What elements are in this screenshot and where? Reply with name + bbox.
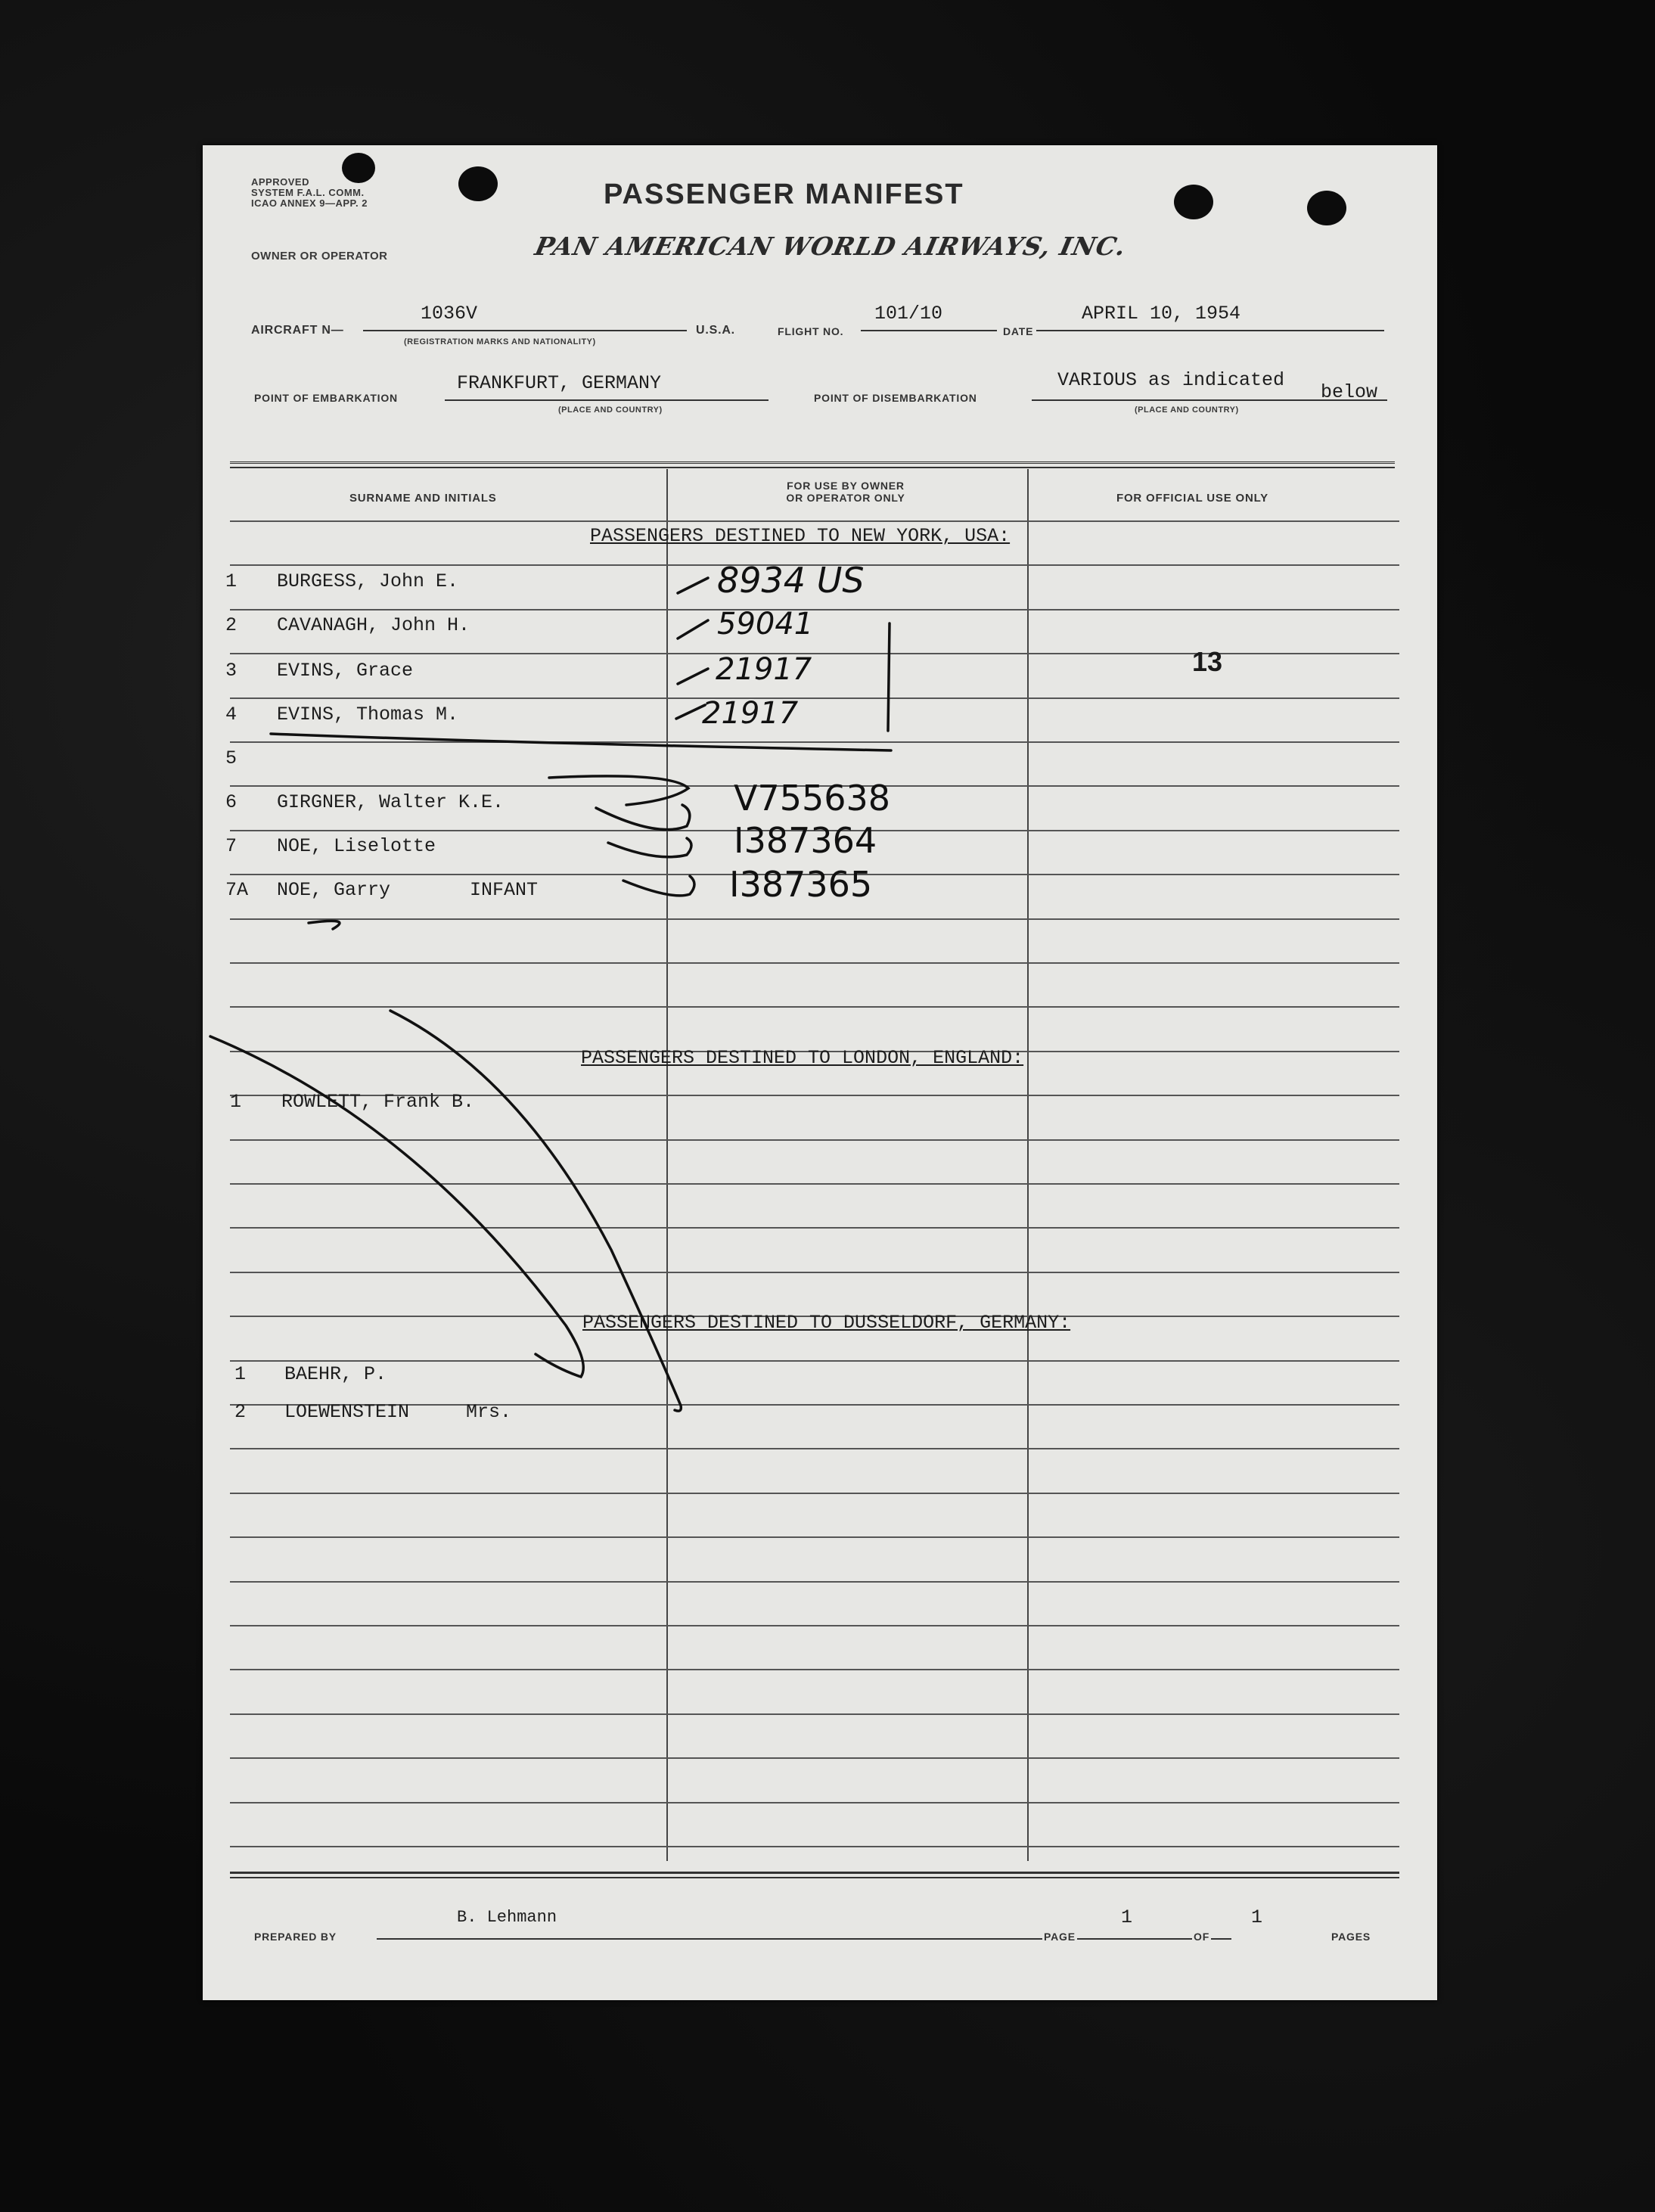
section-heading: PASSENGERS DESTINED TO LONDON, ENGLAND:: [581, 1047, 1024, 1069]
disembarkation-value: VARIOUS as indicated: [1057, 369, 1285, 391]
handwritten-ticket-number: V755638: [734, 778, 891, 819]
passenger-name: CAVANAGH, John H.: [277, 614, 470, 636]
aircraft-value: 1036V: [421, 303, 478, 325]
passenger-name: LOEWENSTEIN Mrs.: [284, 1401, 512, 1423]
column-header-official: FOR OFFICIAL USE ONLY: [1116, 492, 1268, 505]
vertical-bracket: [888, 623, 890, 731]
place-caption: (PLACE AND COUNTRY): [558, 405, 663, 415]
table-bottom-rule: [230, 1872, 1399, 1878]
row-number: 1: [230, 1091, 242, 1113]
disembarkation-label: POINT OF DISEMBARKATION: [814, 392, 977, 404]
prepared-value: B. Lehmann: [457, 1908, 557, 1927]
row-number: 7A: [225, 879, 249, 901]
prepared-underline: [377, 1938, 1231, 1940]
disembarkation-value-continued: below: [1321, 381, 1378, 403]
handwritten-marks: [203, 145, 1437, 2000]
column-header-surname: SURNAME AND INITIALS: [349, 492, 497, 505]
flight-label: FLIGHT NO.: [778, 325, 844, 337]
approval-line: SYSTEM F.A.L. COMM.: [251, 187, 365, 198]
section-heading: PASSENGERS DESTINED TO DUSSELDORF, GERMANY:: [582, 1312, 1071, 1334]
row-number: 7: [225, 835, 238, 857]
passenger-name: GIRGNER, Walter K.E.: [277, 791, 505, 813]
embarkation-label: POINT OF EMBARKATION: [254, 392, 398, 404]
manifest-sheet: [203, 145, 1437, 2000]
official-count: 13: [1192, 646, 1223, 677]
row-number: 6: [225, 791, 238, 813]
check-mark: [676, 705, 705, 719]
page-value: 1: [1121, 1906, 1133, 1928]
handwritten-ticket-number: 21917: [702, 696, 799, 731]
diagonal-stroke: [210, 1036, 583, 1377]
row-number: 2: [225, 614, 238, 636]
embarkation-value: FRANKFURT, GERMANY: [457, 372, 662, 394]
column-header-owner-line: FOR USE BY OWNER: [787, 480, 905, 492]
row-number: 1: [225, 570, 238, 592]
check-arrow: [623, 876, 694, 896]
row-number: 1: [234, 1363, 247, 1385]
flight-value: 101/10: [874, 303, 943, 325]
pages-label: PAGES: [1331, 1931, 1371, 1943]
date-label: DATE: [1003, 325, 1034, 337]
handwritten-ticket-number: 21917: [716, 652, 812, 687]
row-number: 2: [234, 1401, 247, 1423]
passenger-name: EVINS, Thomas M.: [277, 704, 459, 725]
dash-line: [271, 734, 891, 750]
page-label: PAGE: [1044, 1931, 1076, 1943]
company-name: PAN AMERICAN WORLD AIRWAYS, INC.: [532, 231, 1129, 261]
check-arrow: [608, 838, 691, 857]
row-number: 3: [225, 660, 238, 682]
approval-line: ICAO ANNEX 9—APP. 2: [251, 197, 368, 209]
handwritten-ticket-number: I387364: [734, 820, 877, 861]
aircraft-label: AIRCRAFT N—: [251, 324, 344, 337]
row-number: 4: [225, 704, 238, 725]
check-mark: [678, 669, 708, 684]
place-caption: (PLACE AND COUNTRY): [1135, 405, 1239, 415]
prepared-label: PREPARED BY: [254, 1931, 337, 1943]
usa-label: U.S.A.: [696, 324, 735, 337]
of-value: 1: [1251, 1906, 1263, 1928]
diagonal-stroke: [390, 1011, 681, 1411]
handwritten-ticket-number: 8934 US: [717, 560, 865, 601]
row-number: 5: [225, 747, 238, 769]
handwritten-ticket-number: I387365: [729, 864, 873, 905]
underline-mark: [309, 921, 340, 929]
date-value: APRIL 10, 1954: [1082, 303, 1241, 325]
approval-line: APPROVED: [251, 176, 309, 188]
passenger-name: ROWLETT, Frank B.: [281, 1091, 475, 1113]
passenger-name: BAEHR, P.: [284, 1363, 387, 1385]
page-title: PASSENGER MANIFEST: [604, 179, 964, 210]
bracket-curve: [549, 776, 688, 805]
column-header-owner-line: OR OPERATOR ONLY: [786, 492, 905, 504]
check-arrow: [596, 805, 690, 830]
section-heading: PASSENGERS DESTINED TO NEW YORK, USA:: [590, 525, 1011, 547]
passenger-name: NOE, Garry INFANT: [277, 879, 539, 901]
registration-caption: (REGISTRATION MARKS AND NATIONALITY): [404, 337, 596, 346]
check-mark: [678, 620, 708, 638]
passenger-name: EVINS, Grace: [277, 660, 414, 682]
passenger-name: BURGESS, John E.: [277, 570, 459, 592]
passenger-name: NOE, Liselotte: [277, 835, 436, 857]
owner-label: OWNER OR OPERATOR: [251, 250, 388, 263]
handwritten-ticket-number: 59041: [717, 607, 814, 642]
of-label: OF: [1194, 1931, 1210, 1943]
check-mark: [678, 578, 708, 593]
